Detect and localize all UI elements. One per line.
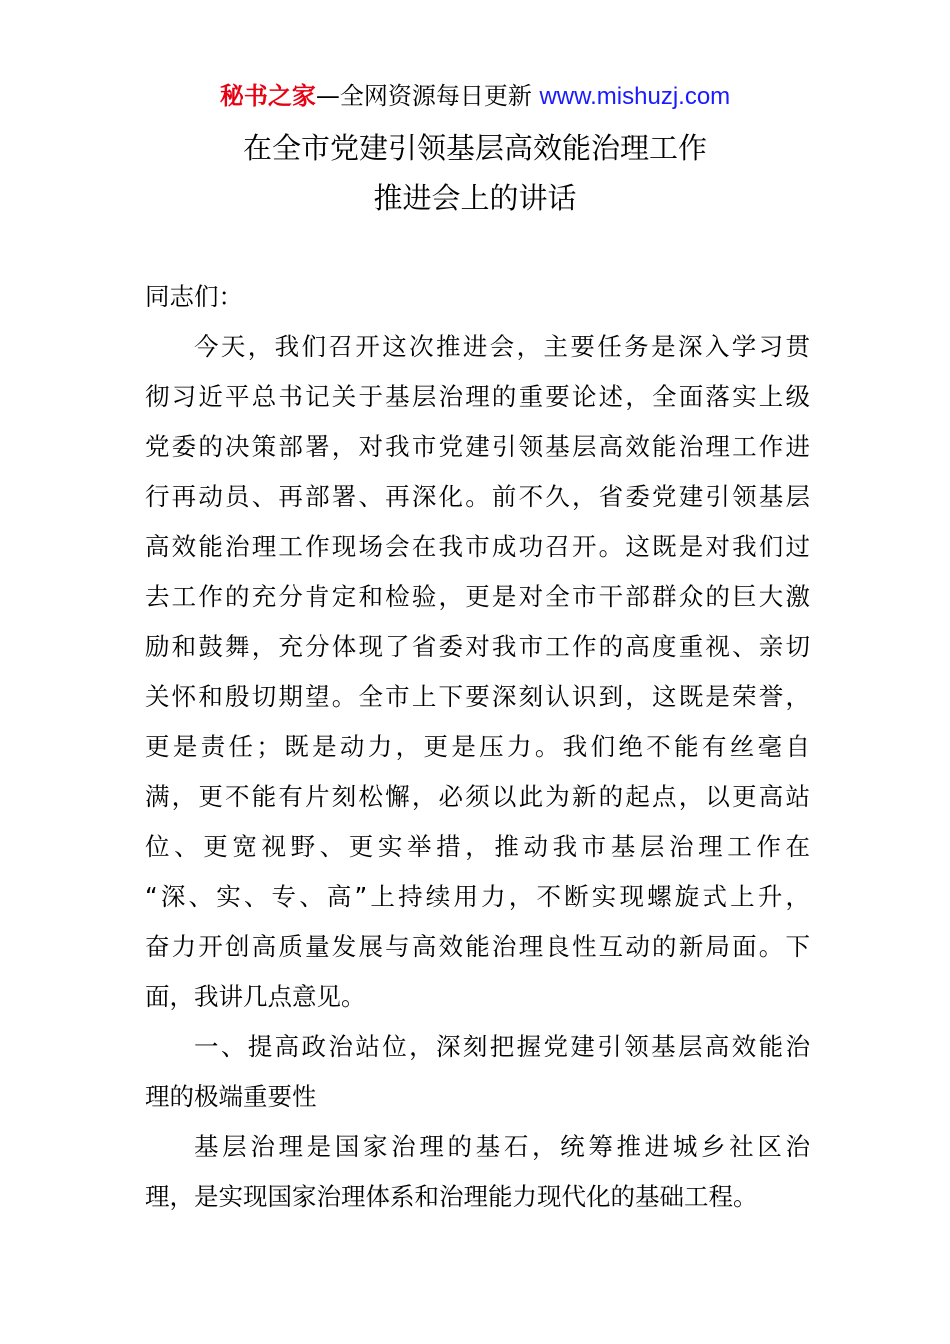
paragraph-1-line: “深、实、专、高”上持续用力，不断实现螺旋式上升，	[145, 882, 810, 911]
paragraph-1-line: 位、更宽视野、更实举措，推动我市基层治理工作在	[145, 832, 810, 861]
document-body	[145, 322, 810, 1222]
document-title-line-2: 推进会上的讲话	[373, 181, 577, 215]
section-heading-line: 理的极端重要性	[145, 1082, 317, 1111]
paragraph-1-line: 更是责任；既是动力，更是压力。我们绝不能有丝毫自	[145, 732, 810, 761]
paragraph-1-line: 行再动员、再部署、再深化。前不久，省委党建引领基层	[145, 482, 810, 511]
paragraph-1-line: 奋力开创高质量发展与高效能治理良性互动的新局面。下	[145, 932, 810, 961]
paragraph-1-line: 满，更不能有片刻松懈，必须以此为新的起点，以更高站	[145, 782, 810, 811]
site-brand: 秘书之家	[219, 82, 316, 110]
site-tagline: —全网资源每日更新	[315, 82, 540, 110]
paragraph-1-line: 高效能治理工作现场会在我市成功召开。这既是对我们过	[145, 532, 810, 561]
salutation: 同志们：	[145, 282, 243, 311]
paragraph-1-line: 党委的决策部署，对我市党建引领基层高效能治理工作进	[145, 432, 810, 461]
site-header-banner	[0, 80, 950, 113]
paragraph-1-line: 今天，我们召开这次推进会，主要任务是深入学习贯	[194, 332, 810, 361]
paragraph-3-line: 基层治理是国家治理的基石，统筹推进城乡社区治	[194, 1132, 810, 1161]
paragraph-1-line: 彻习近平总书记关于基层治理的重要论述，全面落实上级	[145, 382, 810, 411]
paragraph-1-line: 励和鼓舞，充分体现了省委对我市工作的高度重视、亲切	[145, 632, 810, 661]
paragraph-1-line: 面，我讲几点意见。	[145, 982, 366, 1011]
section-heading-line: 一、提高政治站位，深刻把握党建引领基层高效能治	[194, 1032, 810, 1061]
site-url[interactable]: www.mishuzj.com	[539, 83, 731, 110]
paragraph-1-line: 去工作的充分肯定和检验，更是对全市干部群众的巨大激	[145, 582, 810, 611]
document-title-line-1: 在全市党建引领基层高效能治理工作	[242, 131, 707, 165]
paragraph-3-line: 理，是实现国家治理体系和治理能力现代化的基础工程。	[145, 1182, 758, 1211]
paragraph-1-line: 关怀和殷切期望。全市上下要深刻认识到，这既是荣誉，	[145, 682, 810, 711]
